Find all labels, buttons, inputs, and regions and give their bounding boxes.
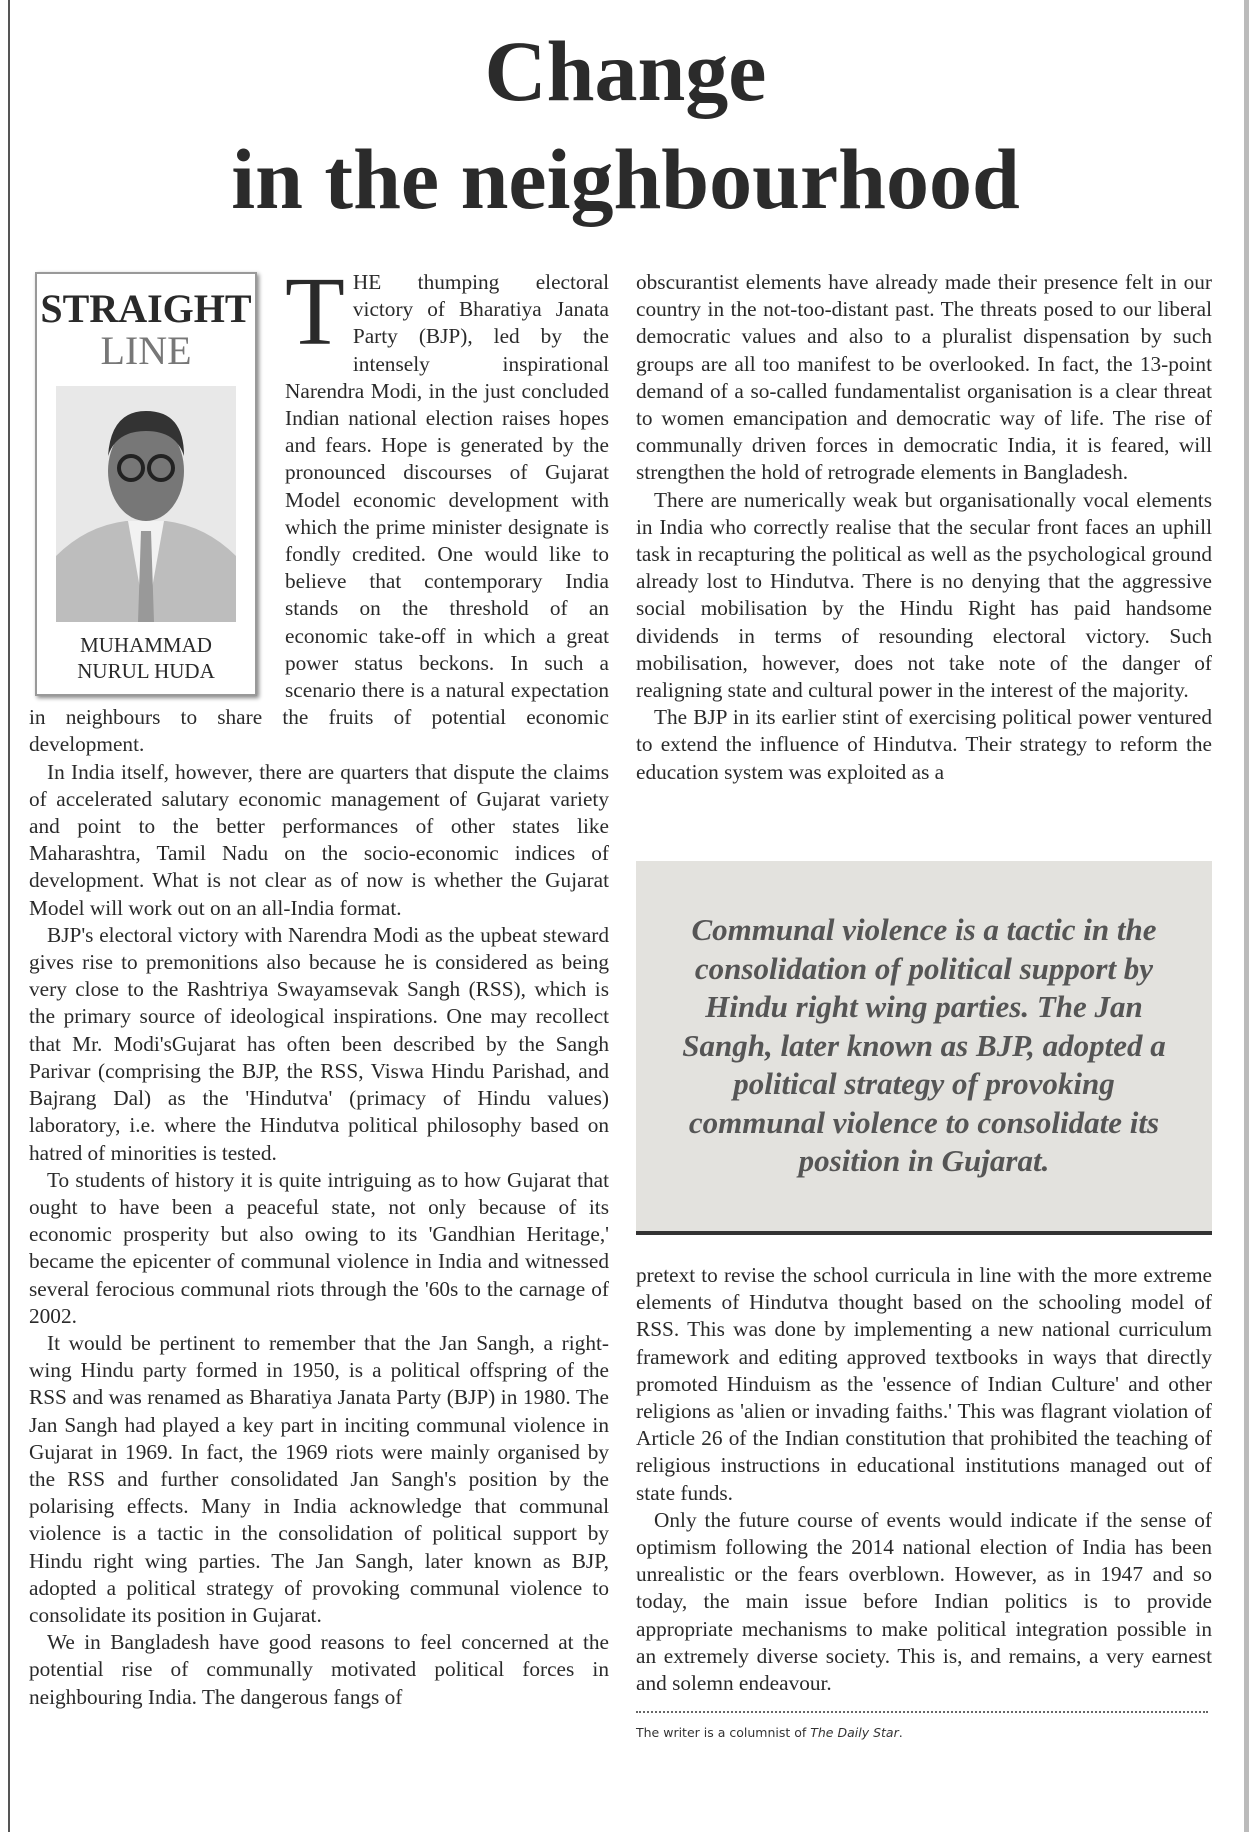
paragraph: obscurantist elements have already made their presence felt in our country in the not-too-distant past. The threats posed to our liberal democratic values and also to a pluralist dispensation by such groups are all too manifest to be overlooked. In fact, the 13-point demand of a so-called fundamentalist organisation is a clear threat to women emancipation and democratic way of life. The rise of communally driven forces in democratic India, it is feared, will strengthen the hold of retrograde elements in Bangladesh.	[636, 270, 1212, 485]
paragraph: There are numerically weak but organisationally vocal elements in India who correctly realise that the secular front faces an uphill task in recapturing the political as well as the psychological ground already lost to Hindutva. There is no denying that the aggressive social mobilisation by the Hindu Right has paid handsome dividends in terms of resounding electoral victory. Such mobilisation, however, does not take note of the danger of realigning state and cultural power in the interest of the majority.	[636, 487, 1212, 703]
pull-quote	[636, 861, 1212, 1235]
paragraph: The BJP in its earlier stint of exercising political power ventured to extend the influence of Hindutva. Their strategy to reform the education system was exploited as a	[636, 705, 1212, 784]
paragraph: BJP's electoral victory with Narendra Modi as the upbeat steward gives rise to premonitions also because he is considered as being very close to the Rashtriya Swayamsevak Sangh (RSS), which is the primary source of ideological inspirations. One may recollect that Mr. Modi'sGujarat has often been described by the Sangh Parivar (comprising the BJP, the RSS, Viswa Hindu Parishad, and Bajrang Dal) as the 'Hindutva' (primacy of Hindu values) laboratory, i.e. where the Hindutva political philosophy based on hatred of minorities is tested.	[29, 922, 609, 1165]
article-column-right-top	[636, 269, 1212, 786]
article-column-left	[29, 258, 609, 1711]
paragraph: It would be pertinent to remember that the Jan Sangh, a right-wing Hindu party formed in 1950, is a political offspring of the RSS and was renamed as Bharatiya Janata Party (BJP) in 1980. The Jan Sangh had played a key part in inciting communal violence in Gujarat in 1969. In fact, the 1969 riots were mainly organised by the RSS and further consolidated Jan Sangh's position by the polarising effects. Many in India acknowledge that communal violence is a tactic in the consolidation of political support by Hindu right wing parties. The Jan Sangh, later known as BJP, adopted a political strategy of provoking communal violence to consolidate its position in Gujarat.	[29, 1330, 609, 1627]
headline-line-1: Change	[484, 23, 767, 119]
page-border-left	[8, 0, 10, 1832]
credit-prefix: The writer is a columnist of	[636, 1725, 811, 1741]
divider	[636, 1711, 1208, 1713]
author-credit	[636, 1719, 1212, 1746]
headline-line-2: in the neighbourhood	[231, 131, 1020, 227]
drop-cap: T	[285, 258, 345, 366]
credit-suffix: .	[898, 1725, 903, 1741]
author-photo	[56, 386, 236, 622]
column-title-1: STRAIGHT	[40, 286, 252, 331]
page-border-right	[1244, 0, 1249, 1832]
paragraph: We in Bangladesh have good reasons to feel concerned at the potential rise of communally motivated political forces in neighbouring India. The dangerous fangs of	[29, 1630, 609, 1709]
paragraph: In India itself, however, there are quarters that dispute the claims of accelerated salutary economic management of Gujarat variety and point to the better performances of other states like Maharashtra, Tamil Nadu on the socio-economic indices of development. What is not clear as of now is whether the Gujarat Model will work out on an all-India format.	[29, 759, 609, 920]
pull-quote-text: Communal violence is a tactic in the consolidation of political support by Hindu right wing parties. The Jan Sangh, later known as BJP, adopted a political strategy of provoking communal violence to consolidate its position in Gujarat.	[682, 912, 1166, 1179]
column-title-2: LINE	[100, 328, 192, 373]
column-box	[35, 272, 257, 696]
paragraph: pretext to revise the school curricula in line with the more extreme elements of Hindutva thought based on the schooling model of RSS. This was done by implementing a new national curriculum framework and editing approved textbooks in ways that directly promoted Hinduism as the 'essence of Indian Culture' and other religions as 'alien or invading faiths.' This was flagrant violation of Article 26 of the Indian constitution that prohibited the teaching of religious instructions in educational institutions managed out of state funds.	[636, 1263, 1212, 1505]
publication-name: The Daily Star	[810, 1725, 899, 1741]
author-name-1: MUHAMMAD	[80, 633, 212, 657]
paragraph: Only the future course of events would indicate if the sense of optimism following the 2014 national election of India has been unrealistic or the fears overblown. However, as in 1947 and so today, the main issue before Indian politics is to provide appropriate mechanisms to make political integration possible in an extremely diverse society. This is, and remains, a very earnest and solemn endeavour.	[636, 1507, 1212, 1696]
article-column-right-bottom	[636, 1262, 1212, 1746]
paragraph-text: HE thumping electoral victory of Bharatiya Janata Party (BJP), led by the intensely inspirational Narendra Modi, in the just concluded Indian national election raises hopes and fears. Hope is generated by the pronounced discourses of Gujarat Model economic development with which the prime minister designate is fondly credited. One would like to believe that contemporary India stands on the threshold of an economic take-off in which a great power status beckons. In such a scenario there is a natural expectation in neighbours to share the fruits of potential economic development.	[29, 270, 609, 757]
author-name-2: NURUL HUDA	[77, 659, 215, 683]
paragraph: To students of history it is quite intriguing as to how Gujarat that ought to have been a peaceful state, not only because of its economic prosperity but also owing to its 'Gandhian Heritage,' became the epicenter of communal violence in India and witnessed several ferocious communal riots through the '60s to the carnage of 2002.	[29, 1167, 609, 1328]
